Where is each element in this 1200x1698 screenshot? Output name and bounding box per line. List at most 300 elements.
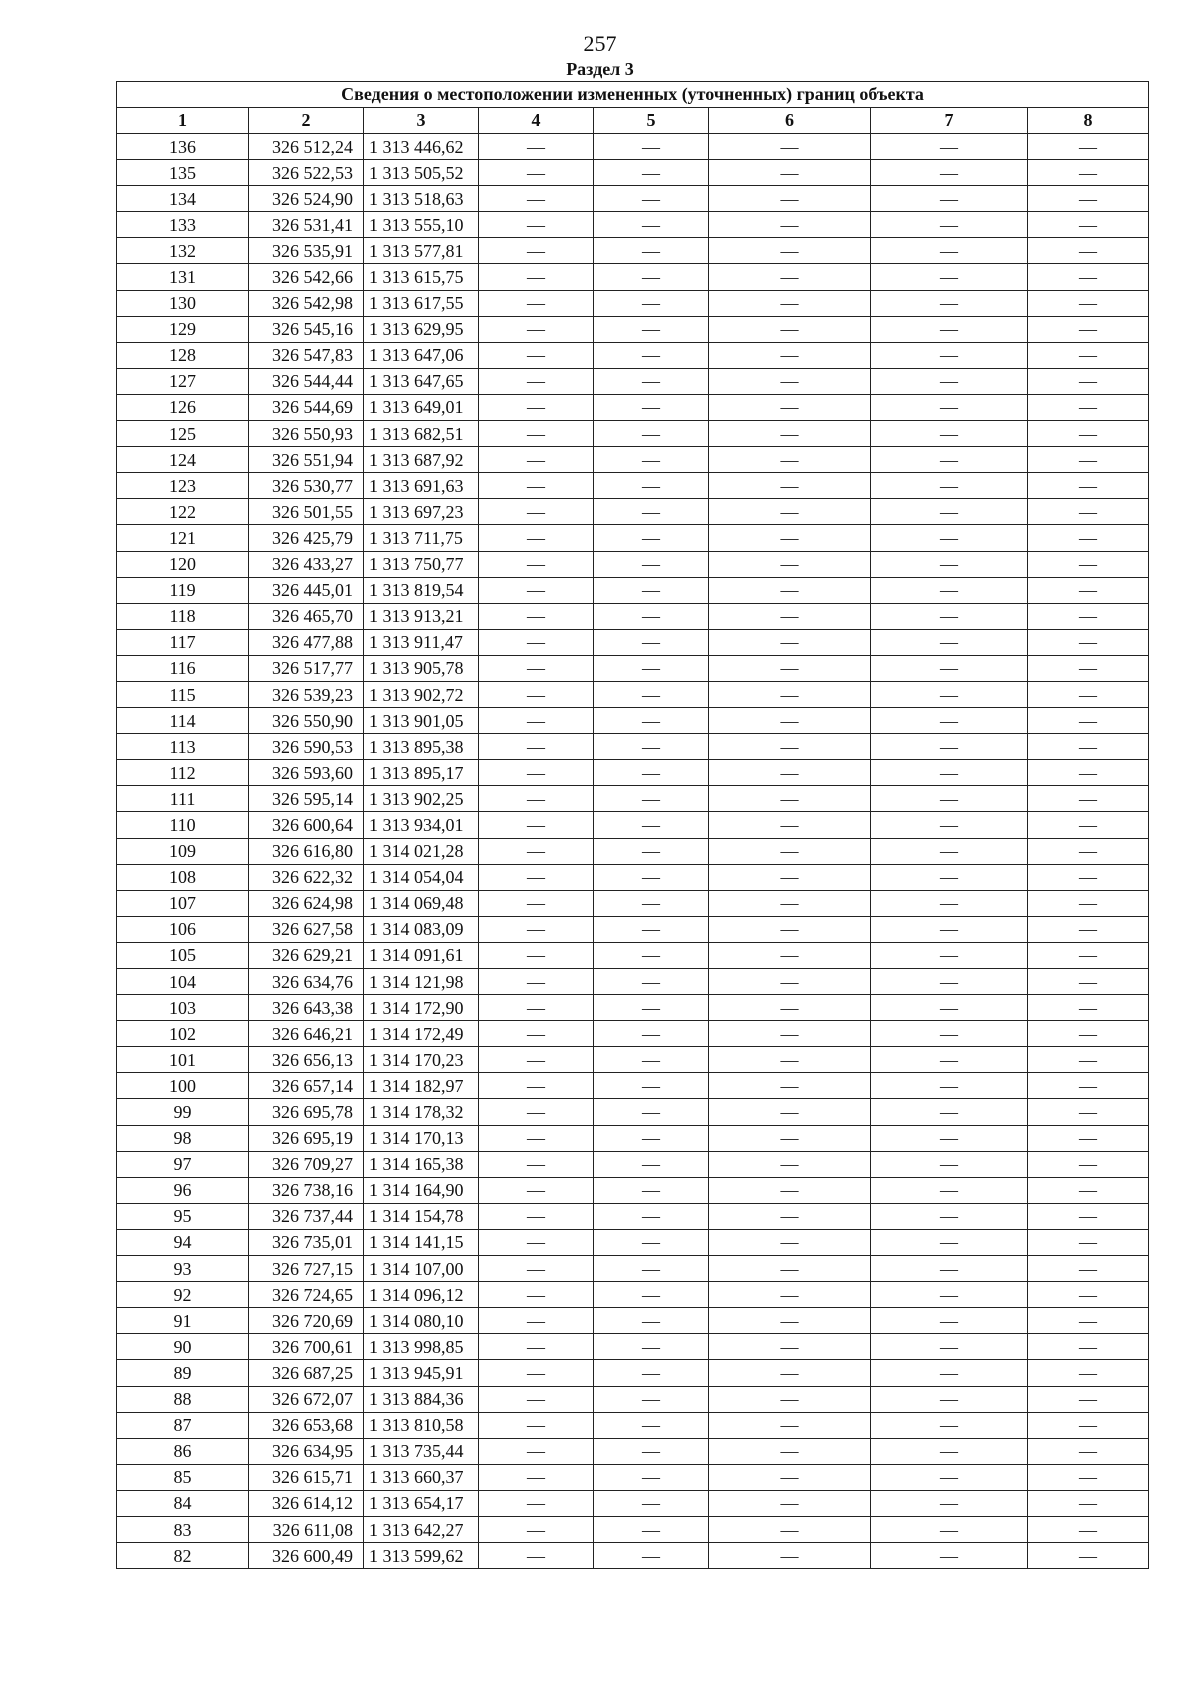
empty-value-cell: —: [594, 1464, 709, 1490]
empty-value-cell: —: [709, 1334, 871, 1360]
point-number-cell: 89: [117, 1360, 249, 1386]
table-row: [117, 238, 1149, 264]
empty-value-cell: —: [594, 681, 709, 707]
empty-value-cell: —: [594, 290, 709, 316]
empty-value-cell: —: [1028, 1177, 1149, 1203]
y-coordinate-cell: 1 313 446,62: [364, 134, 479, 160]
point-number-cell: 105: [117, 942, 249, 968]
empty-value-cell: —: [479, 160, 594, 186]
y-coordinate-cell: 1 314 054,04: [364, 864, 479, 890]
x-coordinate-cell: 326 517,77: [249, 655, 364, 681]
point-number-cell: 103: [117, 995, 249, 1021]
empty-value-cell: —: [871, 1203, 1028, 1229]
empty-value-cell: —: [871, 1412, 1028, 1438]
table-row: [117, 812, 1149, 838]
empty-value-cell: —: [594, 1490, 709, 1516]
empty-value-cell: —: [1028, 1360, 1149, 1386]
empty-value-cell: —: [871, 890, 1028, 916]
section-title: Раздел 3: [566, 59, 634, 79]
empty-value-cell: —: [709, 1438, 871, 1464]
y-coordinate-cell: 1 313 518,63: [364, 186, 479, 212]
y-coordinate-cell: 1 314 172,90: [364, 995, 479, 1021]
empty-value-cell: —: [871, 160, 1028, 186]
table-row: [117, 368, 1149, 394]
empty-value-cell: —: [871, 655, 1028, 681]
empty-value-cell: —: [709, 760, 871, 786]
empty-value-cell: —: [594, 447, 709, 473]
empty-value-cell: —: [1028, 603, 1149, 629]
empty-value-cell: —: [594, 421, 709, 447]
empty-value-cell: —: [709, 238, 871, 264]
empty-value-cell: —: [1028, 1256, 1149, 1282]
x-coordinate-cell: 326 539,23: [249, 681, 364, 707]
empty-value-cell: —: [1028, 394, 1149, 420]
y-coordinate-cell: 1 313 895,17: [364, 760, 479, 786]
x-coordinate-cell: 326 501,55: [249, 499, 364, 525]
empty-value-cell: —: [871, 1229, 1028, 1255]
empty-value-cell: —: [479, 1099, 594, 1125]
table-row: [117, 681, 1149, 707]
empty-value-cell: —: [1028, 186, 1149, 212]
empty-value-cell: —: [1028, 1490, 1149, 1516]
y-coordinate-cell: 1 313 911,47: [364, 629, 479, 655]
table-row: [117, 1021, 1149, 1047]
empty-value-cell: —: [709, 1464, 871, 1490]
empty-value-cell: —: [1028, 681, 1149, 707]
x-coordinate-cell: 326 738,16: [249, 1177, 364, 1203]
empty-value-cell: —: [709, 525, 871, 551]
empty-value-cell: —: [479, 1151, 594, 1177]
table-body: [117, 134, 1149, 1569]
x-coordinate-cell: 326 545,16: [249, 316, 364, 342]
empty-value-cell: —: [1028, 890, 1149, 916]
empty-value-cell: —: [871, 186, 1028, 212]
empty-value-cell: —: [594, 134, 709, 160]
point-number-cell: 109: [117, 838, 249, 864]
empty-value-cell: —: [1028, 1125, 1149, 1151]
y-coordinate-cell: 1 313 905,78: [364, 655, 479, 681]
empty-value-cell: —: [709, 812, 871, 838]
x-coordinate-cell: 326 530,77: [249, 473, 364, 499]
table-row: [117, 1334, 1149, 1360]
empty-value-cell: —: [871, 603, 1028, 629]
x-coordinate-cell: 326 542,98: [249, 290, 364, 316]
table-row: [117, 421, 1149, 447]
column-number: 8: [1028, 108, 1149, 134]
empty-value-cell: —: [594, 786, 709, 812]
point-number-cell: 120: [117, 551, 249, 577]
y-coordinate-cell: 1 314 182,97: [364, 1073, 479, 1099]
empty-value-cell: —: [709, 916, 871, 942]
empty-value-cell: —: [594, 1125, 709, 1151]
empty-value-cell: —: [709, 1229, 871, 1255]
empty-value-cell: —: [1028, 812, 1149, 838]
x-coordinate-cell: 326 735,01: [249, 1229, 364, 1255]
empty-value-cell: —: [871, 942, 1028, 968]
empty-value-cell: —: [594, 1151, 709, 1177]
empty-value-cell: —: [1028, 1099, 1149, 1125]
table-row: [117, 212, 1149, 238]
empty-value-cell: —: [594, 708, 709, 734]
empty-value-cell: —: [1028, 1386, 1149, 1412]
empty-value-cell: —: [594, 942, 709, 968]
empty-value-cell: —: [871, 812, 1028, 838]
y-coordinate-cell: 1 313 647,65: [364, 368, 479, 394]
empty-value-cell: —: [1028, 447, 1149, 473]
empty-value-cell: —: [1028, 1516, 1149, 1542]
table-row: [117, 551, 1149, 577]
empty-value-cell: —: [479, 890, 594, 916]
x-coordinate-cell: 326 550,93: [249, 421, 364, 447]
empty-value-cell: —: [594, 212, 709, 238]
point-number-cell: 127: [117, 368, 249, 394]
empty-value-cell: —: [594, 186, 709, 212]
x-coordinate-cell: 326 600,64: [249, 812, 364, 838]
x-coordinate-cell: 326 551,94: [249, 447, 364, 473]
empty-value-cell: —: [479, 551, 594, 577]
y-coordinate-cell: 1 313 735,44: [364, 1438, 479, 1464]
empty-value-cell: —: [709, 577, 871, 603]
boundary-coordinates-table: [116, 81, 1149, 1569]
point-number-cell: 98: [117, 1125, 249, 1151]
empty-value-cell: —: [594, 1203, 709, 1229]
empty-value-cell: —: [1028, 1334, 1149, 1360]
empty-value-cell: —: [709, 134, 871, 160]
x-coordinate-cell: 326 535,91: [249, 238, 364, 264]
empty-value-cell: —: [871, 708, 1028, 734]
empty-value-cell: —: [871, 1151, 1028, 1177]
table-row: [117, 1464, 1149, 1490]
point-number-cell: 123: [117, 473, 249, 499]
table-row: [117, 1543, 1149, 1569]
x-coordinate-cell: 326 615,71: [249, 1464, 364, 1490]
empty-value-cell: —: [709, 1021, 871, 1047]
table-row: [117, 473, 1149, 499]
empty-value-cell: —: [871, 394, 1028, 420]
column-number: 1: [117, 108, 249, 134]
empty-value-cell: —: [871, 1256, 1028, 1282]
x-coordinate-cell: 326 687,25: [249, 1360, 364, 1386]
empty-value-cell: —: [479, 864, 594, 890]
column-number: 6: [709, 108, 871, 134]
x-coordinate-cell: 326 695,19: [249, 1125, 364, 1151]
empty-value-cell: —: [594, 238, 709, 264]
empty-value-cell: —: [1028, 525, 1149, 551]
empty-value-cell: —: [709, 264, 871, 290]
empty-value-cell: —: [871, 1021, 1028, 1047]
empty-value-cell: —: [479, 290, 594, 316]
empty-value-cell: —: [479, 681, 594, 707]
table-row: [117, 942, 1149, 968]
empty-value-cell: —: [709, 1386, 871, 1412]
y-coordinate-cell: 1 314 091,61: [364, 942, 479, 968]
point-number-cell: 133: [117, 212, 249, 238]
x-coordinate-cell: 326 700,61: [249, 1334, 364, 1360]
table-row: [117, 1438, 1149, 1464]
empty-value-cell: —: [479, 1438, 594, 1464]
y-coordinate-cell: 1 313 913,21: [364, 603, 479, 629]
empty-value-cell: —: [709, 394, 871, 420]
empty-value-cell: —: [709, 969, 871, 995]
empty-value-cell: —: [479, 499, 594, 525]
empty-value-cell: —: [1028, 342, 1149, 368]
empty-value-cell: —: [479, 342, 594, 368]
point-number-cell: 99: [117, 1099, 249, 1125]
table-row: [117, 316, 1149, 342]
table-row: [117, 1203, 1149, 1229]
table-row: [117, 864, 1149, 890]
point-number-cell: 115: [117, 681, 249, 707]
y-coordinate-cell: 1 313 884,36: [364, 1386, 479, 1412]
point-number-cell: 117: [117, 629, 249, 655]
x-coordinate-cell: 326 634,95: [249, 1438, 364, 1464]
y-coordinate-cell: 1 314 154,78: [364, 1203, 479, 1229]
empty-value-cell: —: [479, 1543, 594, 1569]
table-row: [117, 1282, 1149, 1308]
empty-value-cell: —: [479, 1125, 594, 1151]
empty-value-cell: —: [594, 1073, 709, 1099]
empty-value-cell: —: [1028, 1464, 1149, 1490]
table-row: [117, 890, 1149, 916]
y-coordinate-cell: 1 314 080,10: [364, 1308, 479, 1334]
empty-value-cell: —: [594, 342, 709, 368]
empty-value-cell: —: [1028, 969, 1149, 995]
column-number: 5: [594, 108, 709, 134]
empty-value-cell: —: [1028, 708, 1149, 734]
x-coordinate-cell: 326 522,53: [249, 160, 364, 186]
y-coordinate-cell: 1 313 902,72: [364, 681, 479, 707]
empty-value-cell: —: [871, 916, 1028, 942]
y-coordinate-cell: 1 313 577,81: [364, 238, 479, 264]
empty-value-cell: —: [709, 942, 871, 968]
column-number-row: [117, 108, 1149, 134]
empty-value-cell: —: [871, 1490, 1028, 1516]
x-coordinate-cell: 326 547,83: [249, 342, 364, 368]
empty-value-cell: —: [871, 760, 1028, 786]
empty-value-cell: —: [1028, 1282, 1149, 1308]
empty-value-cell: —: [479, 1516, 594, 1542]
empty-value-cell: —: [1028, 160, 1149, 186]
point-number-cell: 122: [117, 499, 249, 525]
point-number-cell: 130: [117, 290, 249, 316]
empty-value-cell: —: [709, 603, 871, 629]
empty-value-cell: —: [594, 577, 709, 603]
column-number: 3: [364, 108, 479, 134]
empty-value-cell: —: [594, 1516, 709, 1542]
empty-value-cell: —: [479, 969, 594, 995]
empty-value-cell: —: [871, 1047, 1028, 1073]
x-coordinate-cell: 326 611,08: [249, 1516, 364, 1542]
x-coordinate-cell: 326 544,69: [249, 394, 364, 420]
table-row: [117, 1360, 1149, 1386]
point-number-cell: 85: [117, 1464, 249, 1490]
point-number-cell: 96: [117, 1177, 249, 1203]
x-coordinate-cell: 326 600,49: [249, 1543, 364, 1569]
table-row: [117, 1125, 1149, 1151]
empty-value-cell: —: [594, 916, 709, 942]
empty-value-cell: —: [871, 1073, 1028, 1099]
empty-value-cell: —: [479, 760, 594, 786]
empty-value-cell: —: [1028, 786, 1149, 812]
empty-value-cell: —: [871, 1464, 1028, 1490]
y-coordinate-cell: 1 313 810,58: [364, 1412, 479, 1438]
empty-value-cell: —: [594, 1438, 709, 1464]
point-number-cell: 134: [117, 186, 249, 212]
point-number-cell: 88: [117, 1386, 249, 1412]
x-coordinate-cell: 326 627,58: [249, 916, 364, 942]
empty-value-cell: —: [479, 1360, 594, 1386]
table-row: [117, 1516, 1149, 1542]
empty-value-cell: —: [594, 551, 709, 577]
empty-value-cell: —: [709, 1282, 871, 1308]
point-number-cell: 92: [117, 1282, 249, 1308]
empty-value-cell: —: [479, 1203, 594, 1229]
table-row: [117, 1490, 1149, 1516]
x-coordinate-cell: 326 477,88: [249, 629, 364, 655]
empty-value-cell: —: [594, 838, 709, 864]
empty-value-cell: —: [709, 160, 871, 186]
empty-value-cell: —: [871, 681, 1028, 707]
point-number-cell: 131: [117, 264, 249, 290]
empty-value-cell: —: [709, 1125, 871, 1151]
y-coordinate-cell: 1 313 750,77: [364, 551, 479, 577]
empty-value-cell: —: [709, 316, 871, 342]
empty-value-cell: —: [1028, 942, 1149, 968]
empty-value-cell: —: [709, 186, 871, 212]
point-number-cell: 111: [117, 786, 249, 812]
x-coordinate-cell: 326 531,41: [249, 212, 364, 238]
empty-value-cell: —: [1028, 499, 1149, 525]
point-number-cell: 93: [117, 1256, 249, 1282]
empty-value-cell: —: [871, 864, 1028, 890]
table-row: [117, 1412, 1149, 1438]
x-coordinate-cell: 326 656,13: [249, 1047, 364, 1073]
empty-value-cell: —: [479, 1177, 594, 1203]
table-row: [117, 1099, 1149, 1125]
empty-value-cell: —: [479, 1412, 594, 1438]
empty-value-cell: —: [1028, 995, 1149, 1021]
empty-value-cell: —: [479, 734, 594, 760]
x-coordinate-cell: 326 737,44: [249, 1203, 364, 1229]
x-coordinate-cell: 326 695,78: [249, 1099, 364, 1125]
empty-value-cell: —: [871, 786, 1028, 812]
x-coordinate-cell: 326 550,90: [249, 708, 364, 734]
y-coordinate-cell: 1 313 654,17: [364, 1490, 479, 1516]
y-coordinate-cell: 1 314 107,00: [364, 1256, 479, 1282]
empty-value-cell: —: [871, 551, 1028, 577]
empty-value-cell: —: [479, 916, 594, 942]
x-coordinate-cell: 326 643,38: [249, 995, 364, 1021]
empty-value-cell: —: [709, 629, 871, 655]
empty-value-cell: —: [594, 969, 709, 995]
empty-value-cell: —: [709, 473, 871, 499]
point-number-cell: 106: [117, 916, 249, 942]
table-row: [117, 499, 1149, 525]
x-coordinate-cell: 326 593,60: [249, 760, 364, 786]
empty-value-cell: —: [1028, 1543, 1149, 1569]
page-number: 257: [583, 31, 617, 56]
x-coordinate-cell: 326 595,14: [249, 786, 364, 812]
y-coordinate-cell: 1 313 819,54: [364, 577, 479, 603]
table-row: [117, 838, 1149, 864]
empty-value-cell: —: [709, 1516, 871, 1542]
empty-value-cell: —: [1028, 916, 1149, 942]
empty-value-cell: —: [709, 1203, 871, 1229]
empty-value-cell: —: [594, 473, 709, 499]
empty-value-cell: —: [594, 629, 709, 655]
empty-value-cell: —: [594, 264, 709, 290]
table-row: [117, 134, 1149, 160]
table-row: [117, 734, 1149, 760]
empty-value-cell: —: [709, 1490, 871, 1516]
x-coordinate-cell: 326 524,90: [249, 186, 364, 212]
empty-value-cell: —: [871, 421, 1028, 447]
y-coordinate-cell: 1 313 615,75: [364, 264, 479, 290]
empty-value-cell: —: [1028, 212, 1149, 238]
empty-value-cell: —: [594, 1386, 709, 1412]
empty-value-cell: —: [871, 264, 1028, 290]
x-coordinate-cell: 326 653,68: [249, 1412, 364, 1438]
empty-value-cell: —: [709, 995, 871, 1021]
empty-value-cell: —: [871, 525, 1028, 551]
table-row: [117, 1151, 1149, 1177]
point-number-cell: 132: [117, 238, 249, 264]
table-row: [117, 1229, 1149, 1255]
x-coordinate-cell: 326 727,15: [249, 1256, 364, 1282]
x-coordinate-cell: 326 724,65: [249, 1282, 364, 1308]
x-coordinate-cell: 326 646,21: [249, 1021, 364, 1047]
empty-value-cell: —: [1028, 290, 1149, 316]
empty-value-cell: —: [479, 838, 594, 864]
empty-value-cell: —: [709, 342, 871, 368]
empty-value-cell: —: [594, 1229, 709, 1255]
y-coordinate-cell: 1 314 096,12: [364, 1282, 479, 1308]
empty-value-cell: —: [1028, 864, 1149, 890]
empty-value-cell: —: [1028, 1203, 1149, 1229]
table-row: [117, 525, 1149, 551]
empty-value-cell: —: [871, 734, 1028, 760]
empty-value-cell: —: [479, 1229, 594, 1255]
table-row: [117, 708, 1149, 734]
x-coordinate-cell: 326 590,53: [249, 734, 364, 760]
empty-value-cell: —: [479, 1282, 594, 1308]
table-row: [117, 916, 1149, 942]
table-caption: Сведения о местоположении измененных (уточненных) границ объекта: [117, 82, 1149, 108]
empty-value-cell: —: [871, 577, 1028, 603]
empty-value-cell: —: [479, 786, 594, 812]
x-coordinate-cell: 326 622,32: [249, 864, 364, 890]
x-coordinate-cell: 326 629,21: [249, 942, 364, 968]
point-number-cell: 128: [117, 342, 249, 368]
point-number-cell: 121: [117, 525, 249, 551]
empty-value-cell: —: [1028, 264, 1149, 290]
empty-value-cell: —: [594, 160, 709, 186]
empty-value-cell: —: [479, 264, 594, 290]
point-number-cell: 97: [117, 1151, 249, 1177]
empty-value-cell: —: [709, 1151, 871, 1177]
empty-value-cell: —: [594, 394, 709, 420]
empty-value-cell: —: [594, 812, 709, 838]
empty-value-cell: —: [594, 1360, 709, 1386]
point-number-cell: 100: [117, 1073, 249, 1099]
point-number-cell: 126: [117, 394, 249, 420]
empty-value-cell: —: [709, 786, 871, 812]
empty-value-cell: —: [1028, 473, 1149, 499]
empty-value-cell: —: [871, 316, 1028, 342]
x-coordinate-cell: 326 542,66: [249, 264, 364, 290]
empty-value-cell: —: [871, 1438, 1028, 1464]
empty-value-cell: —: [479, 421, 594, 447]
